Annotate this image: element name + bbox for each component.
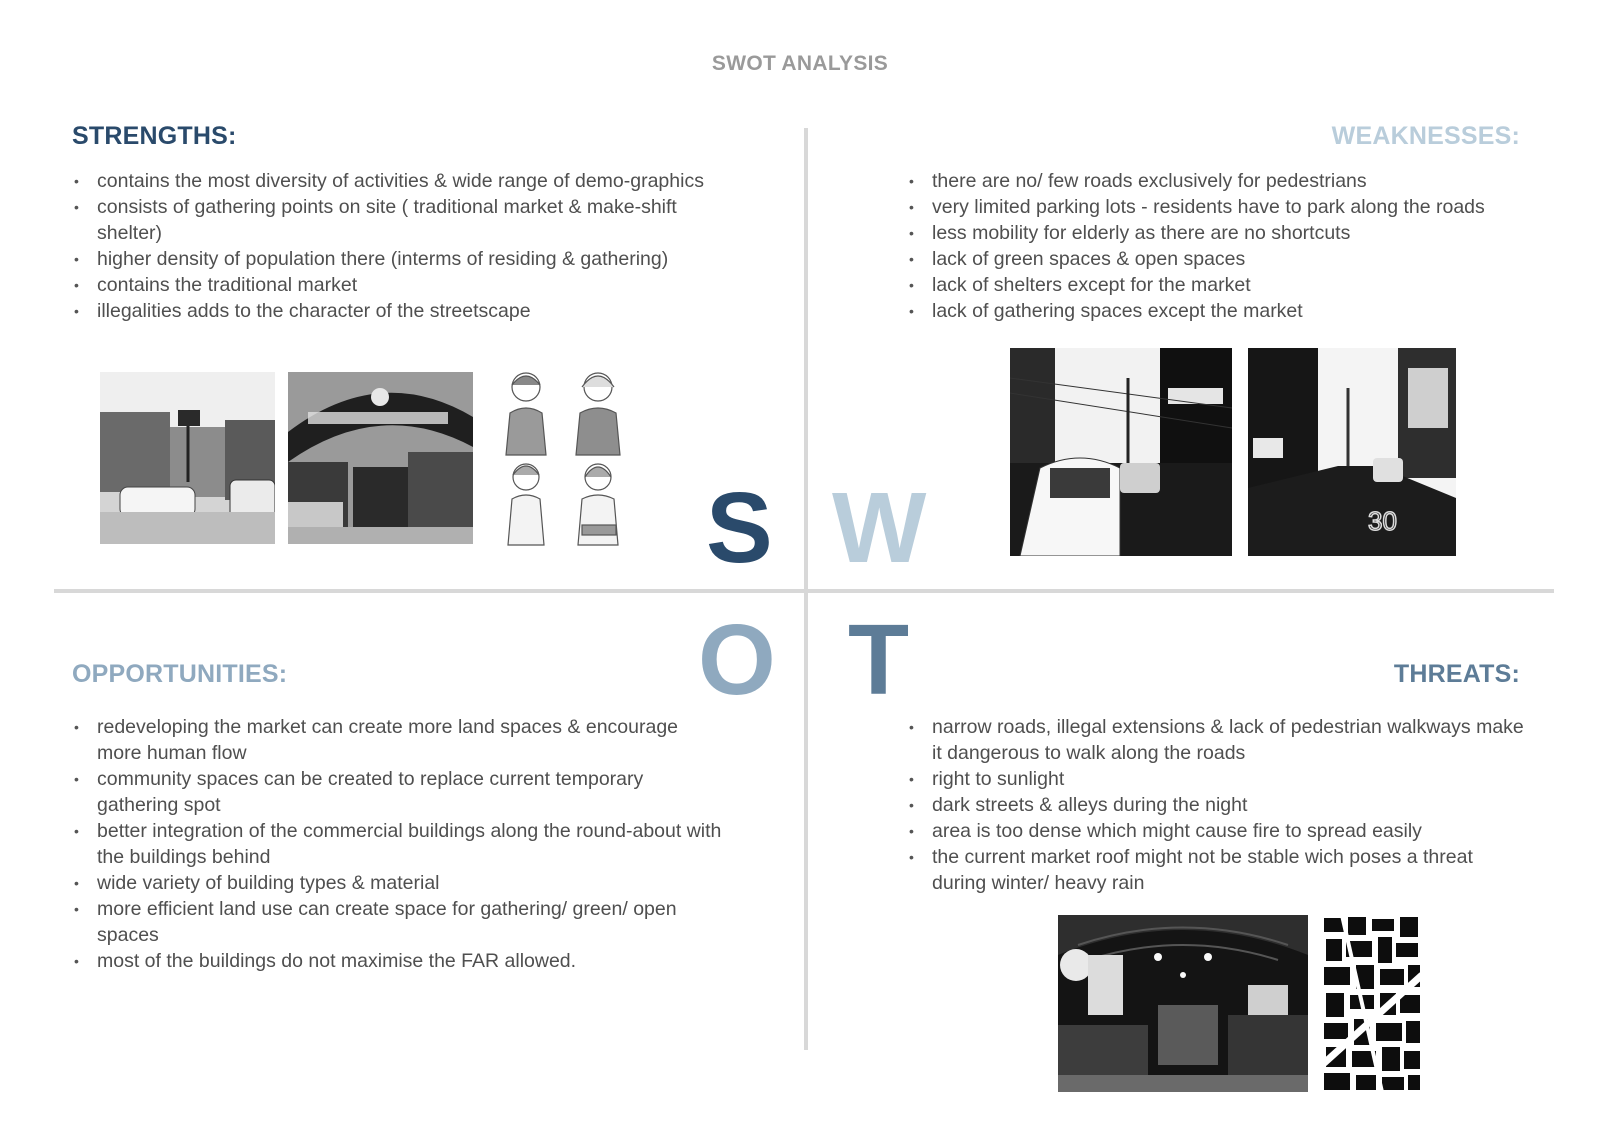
list-item: • most of the buildings do not maximise the FAR allowed.: [72, 948, 722, 974]
page-title: SWOT ANALYSIS: [711, 52, 889, 75]
list-item: • community spaces can be created to replace current temporary gathering spot: [72, 766, 722, 818]
strengths-list: [72, 168, 722, 324]
list-item: • very limited parking lots - residents have to park along the roads: [907, 194, 1527, 220]
list-item: • contains the most diversity of activities & wide range of demo-graphics: [72, 168, 722, 194]
figure-ground-map: [1322, 915, 1422, 1092]
street-speed-marking: 30: [1368, 506, 1397, 536]
people-illustrations: [498, 365, 630, 550]
list-item: • there are no/ few roads exclusively for pedestrians: [907, 168, 1527, 194]
list-item: • lack of shelters except for the market: [907, 272, 1527, 298]
list-item: • dark streets & alleys during the night: [907, 792, 1527, 818]
weaknesses-list: [907, 168, 1527, 324]
letter-t: T: [848, 604, 910, 716]
narrow-street-photo: [1248, 348, 1456, 556]
list-item: • wide variety of building types & material: [72, 870, 722, 896]
list-item: • area is too dense which might cause fire to spread easily: [907, 818, 1527, 844]
street-parking-photo: [100, 372, 275, 544]
list-item: • higher density of population there (interms of residing & gathering): [72, 246, 722, 272]
weaknesses-heading: WEAKNESSES:: [1331, 122, 1520, 150]
opportunities-heading: OPPORTUNITIES:: [72, 660, 288, 688]
letter-o: O: [698, 604, 776, 716]
list-item: • lack of gathering spaces except the market: [907, 298, 1527, 324]
list-item: • lack of green spaces & open spaces: [907, 246, 1527, 272]
list-item: • consists of gathering points on site ( traditional market & make-shift shelter): [72, 194, 722, 246]
letter-s: S: [706, 472, 773, 584]
list-item: • contains the traditional market: [72, 272, 722, 298]
market-interior-photo: [1058, 915, 1308, 1092]
parked-cars-photo: [1010, 348, 1232, 556]
threats-heading: THREATS:: [1393, 660, 1520, 688]
opportunities-list: [72, 714, 722, 974]
list-item: • right to sunlight: [907, 766, 1527, 792]
strengths-heading: STRENGTHS:: [72, 122, 237, 150]
list-item: • narrow roads, illegal extensions & lack of pedestrian walkways make it dangerous to walk along the roads: [907, 714, 1527, 766]
list-item: • the current market roof might not be stable wich poses a threat during winter/ heavy rain: [907, 844, 1527, 896]
list-item: • illegalities adds to the character of the streetscape: [72, 298, 722, 324]
list-item: • redeveloping the market can create more land spaces & encourage more human flow: [72, 714, 722, 766]
letter-w: W: [832, 472, 927, 584]
horizontal-divider: [54, 589, 1554, 593]
market-entrance-photo: [288, 372, 473, 544]
list-item: • more efficient land use can create space for gathering/ green/ open spaces: [72, 896, 722, 948]
threats-list: [907, 714, 1527, 896]
list-item: • better integration of the commercial buildings along the round-about with the buildings behind: [72, 818, 722, 870]
list-item: • less mobility for elderly as there are no shortcuts: [907, 220, 1527, 246]
